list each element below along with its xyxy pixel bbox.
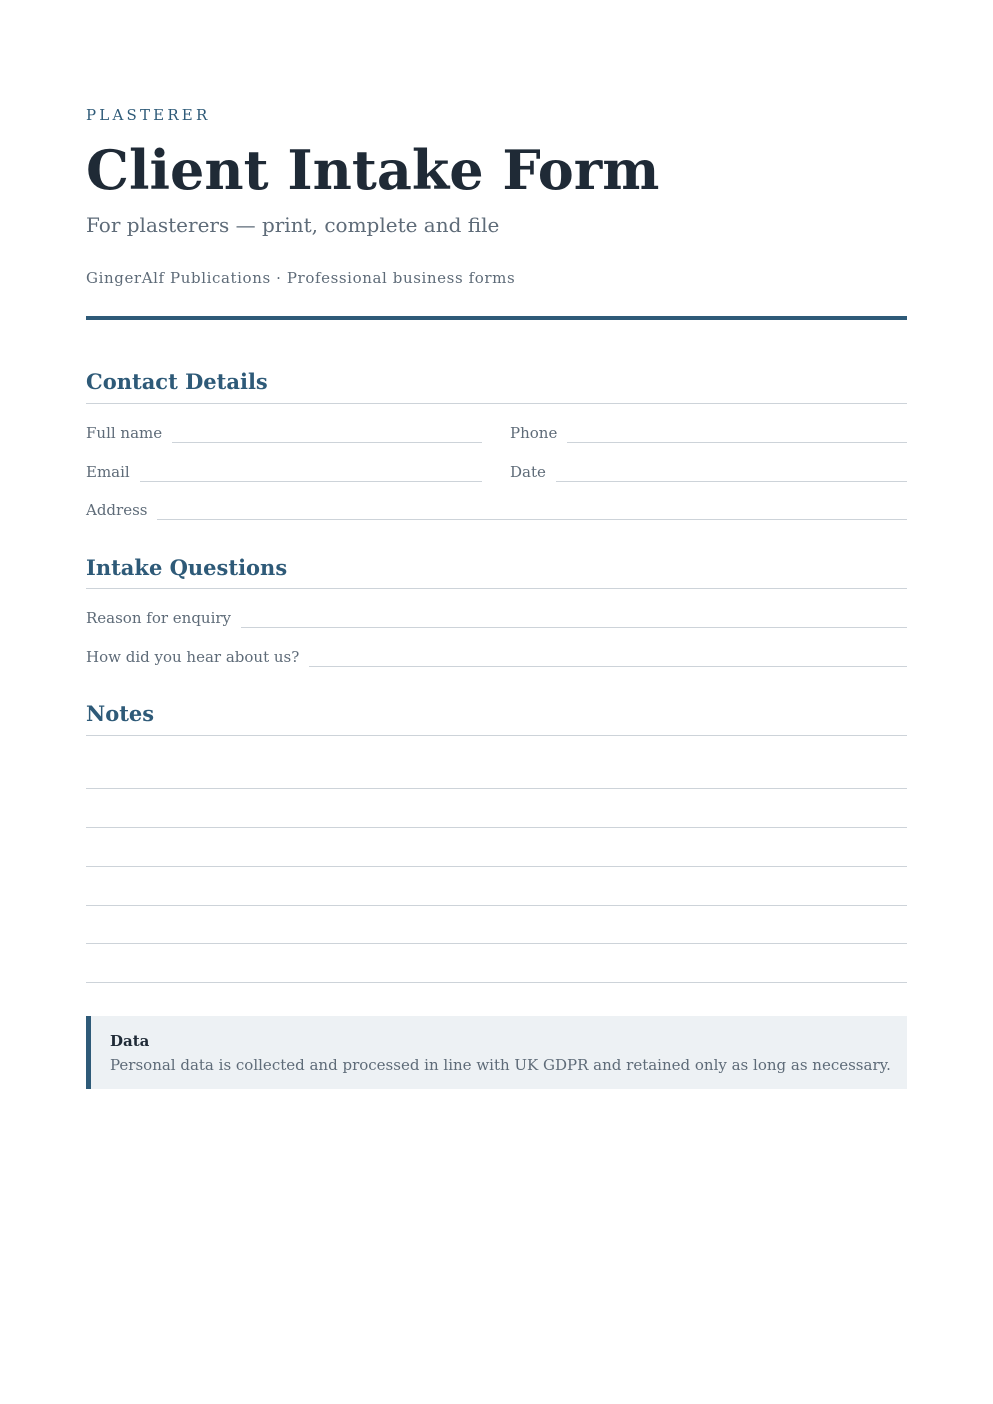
date-label: Date bbox=[510, 463, 546, 481]
notes-line[interactable] bbox=[86, 905, 907, 906]
full-name-line[interactable] bbox=[172, 422, 482, 443]
section-divider-intake bbox=[86, 588, 907, 589]
page-subtitle: For plasterers — print, complete and file bbox=[86, 213, 500, 237]
notes-line[interactable] bbox=[86, 866, 907, 867]
reason-label: Reason for enquiry bbox=[86, 609, 232, 627]
address-line[interactable] bbox=[157, 499, 907, 520]
section-heading-contact: Contact Details bbox=[86, 369, 268, 394]
full-name-label: Full name bbox=[86, 424, 163, 442]
notes-line[interactable] bbox=[86, 788, 907, 789]
email-label: Email bbox=[86, 463, 130, 481]
email-line[interactable] bbox=[140, 461, 482, 482]
data-notice-body: Personal data is collected and processed in line with UK GDPR and retained only as long as necessary. bbox=[110, 1056, 891, 1074]
reason-field[interactable] bbox=[86, 606, 907, 628]
form-category: PLASTERER bbox=[86, 106, 211, 124]
phone-field[interactable] bbox=[510, 421, 907, 443]
referral-label: How did you hear about us? bbox=[86, 648, 300, 666]
date-field[interactable] bbox=[510, 460, 907, 482]
referral-field[interactable] bbox=[86, 645, 907, 667]
notes-line[interactable] bbox=[86, 943, 907, 944]
data-notice bbox=[86, 1016, 907, 1089]
title-divider bbox=[86, 316, 907, 320]
date-line[interactable] bbox=[556, 461, 907, 482]
phone-line[interactable] bbox=[567, 422, 907, 443]
referral-line[interactable] bbox=[309, 646, 907, 667]
publisher-line: GingerAlf Publications · Professional business forms bbox=[86, 269, 516, 287]
section-divider-contact bbox=[86, 403, 907, 404]
reason-line[interactable] bbox=[241, 607, 907, 628]
section-heading-intake: Intake Questions bbox=[86, 555, 288, 580]
full-name-field[interactable] bbox=[86, 421, 482, 443]
page-title: Client Intake Form bbox=[86, 138, 660, 202]
email-field[interactable] bbox=[86, 460, 482, 482]
section-divider-notes bbox=[86, 735, 907, 736]
notes-line[interactable] bbox=[86, 982, 907, 983]
address-field[interactable] bbox=[86, 498, 907, 520]
address-label: Address bbox=[86, 501, 148, 519]
phone-label: Phone bbox=[510, 424, 558, 442]
data-notice-title: Data bbox=[110, 1032, 150, 1050]
section-heading-notes: Notes bbox=[86, 701, 155, 726]
notes-line[interactable] bbox=[86, 827, 907, 828]
